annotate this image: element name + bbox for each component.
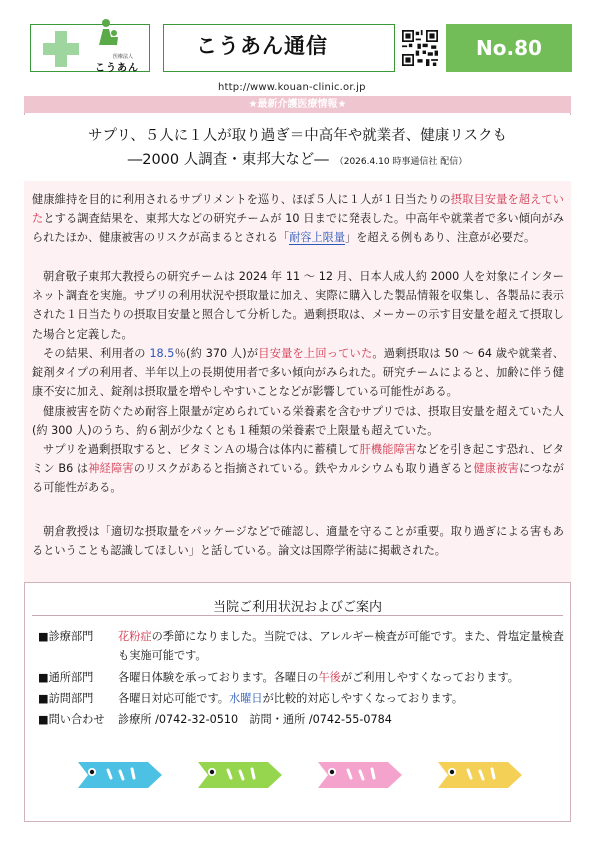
info-daycare-text-1: 各曜日体験を承っております。各曜日の xyxy=(118,671,319,684)
qr-code-icon xyxy=(402,30,438,66)
p3-text-1: その結果、利用者の xyxy=(43,347,150,360)
p1-highlight-intake-exceeded: 摂取目安量を超えていた xyxy=(32,193,564,226)
article-paragraph-5 xyxy=(32,440,564,498)
clinic-info-title: 当院ご利用状況およびご案内 xyxy=(212,600,382,615)
article-source: （2026.4.10 時事通信社 配信） xyxy=(334,157,468,167)
p5-text-4: につながる可能性がある。 xyxy=(32,462,564,495)
article-banner xyxy=(24,96,571,113)
p3-highlight-exceeded: 目安量を上回っていた xyxy=(258,347,373,360)
info-text-clinic xyxy=(118,627,568,665)
carp-streamer-icon xyxy=(318,760,402,790)
article-title: サプリ、５人に１人が取り過ぎ＝中高年や就業者、健康リスクも xyxy=(88,128,507,144)
p5-highlight-nerve: 神経障害 xyxy=(88,462,134,476)
issue-number-badge xyxy=(446,24,572,72)
info-label-contact: ■問い合わせ xyxy=(38,713,105,726)
info-label-visit: ■訪問部門 xyxy=(38,692,94,705)
newsletter-title: こうあん通信 xyxy=(196,34,328,58)
article-paragraph-3 xyxy=(32,344,564,402)
p5-highlight-health: 健康被害 xyxy=(473,462,519,476)
carp-streamer-icon xyxy=(198,760,282,790)
p5-text-1: サプリを過剰摂取すると、ビタミンＡの場合は体内に蓄積して xyxy=(43,443,360,456)
p3-highlight-percent: 18.5 xyxy=(149,347,175,360)
info-visit-text-1: 各曜日対応可能です。 xyxy=(118,692,229,705)
p1-text-2: とする調査結果を、東邦大などの研究チームが 10 日までに発表した。中高年や就業者で多い傾向がみられたほか、健康被害のリスクが高まるとされる「 xyxy=(32,212,564,245)
caregiver-figure-icon xyxy=(89,15,123,49)
info-text-daycare xyxy=(118,668,568,687)
info-visit-text-2: が比較的対応しやすくなっております。 xyxy=(262,692,464,705)
p5-text-3: のリスクがあると指摘されている。鉄やカルシウムも取り過ぎると xyxy=(133,462,474,476)
p1-text-1: 健康維持を目的に利用されるサプリメントを巡り、ほぼ５人に１人が１日当たりの xyxy=(32,193,451,206)
info-highlight-afternoon: 午後 xyxy=(318,671,341,684)
clinic-logo xyxy=(30,24,150,72)
carp-streamer-icon xyxy=(78,760,162,790)
article-banner-label: ★最新介護医療情報★ xyxy=(248,99,347,110)
info-label-daycare: ■通所部門 xyxy=(38,671,94,684)
article-paragraph-2: 朝倉敬子東邦大教授らの研究チームは 2024 年 11 ～ 12 月、日本人成人約 2000 人を対象にインターネット調査を実施。サプリの利用状況や摂取量に加え、実際に購入した製品情報を収集し、各製品に表示された１日当たりの摂取目安量と照合して分析した。過剰摂取は、メーカーの示す目安量を超えて摂取した場合と定義した。 xyxy=(32,270,564,341)
p5-text-2: などを引き起こす恐れ、ビタミン B6 は xyxy=(32,443,564,476)
divider xyxy=(32,615,563,616)
info-daycare-text-2: がご利用しやすくなっております。 xyxy=(340,671,519,684)
info-highlight-pollen: 花粉症 xyxy=(118,630,152,643)
logo-name: こうあん xyxy=(95,63,139,74)
article-paragraph-1 xyxy=(32,190,564,248)
p1-highlight-upper-limit: 耐容上限量 xyxy=(289,231,346,245)
clinic-url[interactable]: http://www.kouan-clinic.or.jp xyxy=(218,82,366,93)
medical-cross-bar xyxy=(43,43,79,55)
article-paragraph-4: 健康被害を防ぐため耐容上限量が定められている栄養素を含むサプリでは、摂取目安量を超えていた人(約 300 人)のうち、約６割が少なくとも１種類の栄養素で上限量も超えていた。 xyxy=(32,405,564,438)
info-label-clinic: ■診療部門 xyxy=(38,630,94,643)
carp-streamer-icon xyxy=(438,760,522,790)
info-clinic-text: の季節になりました。当院では、アレルギー検査が可能です。また、骨塩定量検査も実施可能です。 xyxy=(118,630,564,662)
article-subtitle-row xyxy=(24,148,571,169)
info-text-visit xyxy=(118,689,568,708)
article-subtitle: ―2000 人調査・東邦大など― xyxy=(127,152,329,168)
article-paragraph-6: 朝倉教授は「適切な摂取量をパッケージなどで確認し、適量を守ることが重要。取り過ぎによる害もあるということも認識してほしい」と話している。論文は国際学術誌に掲載された。 xyxy=(32,525,564,558)
issue-number: No.80 xyxy=(476,36,542,60)
info-text-contact[interactable]: 診療所 /0742-32-0510 訪問・通所 /0742-55-0784 xyxy=(118,713,392,726)
p3-text-2: ％(約 370 人)が xyxy=(174,347,259,360)
logo-org-label: 医療法人 xyxy=(113,54,134,60)
info-highlight-wednesday: 水曜日 xyxy=(228,692,263,705)
p1-text-3: 」を超える例もあり、注意が必要だ。 xyxy=(345,231,536,245)
p3-text-3: 。過剰摂取は 50 ～ 64 歳や就業者、錠剤タイプの利用者、半年以上の長期使用者で多い傾向がみられた。研究チームによると、加齢に伴う健康不安に加え、錠剤は摂取量を増やしやすいことなどが影響している可能性がある。 xyxy=(32,347,564,399)
p5-highlight-liver: 肝機能障害 xyxy=(359,443,417,456)
